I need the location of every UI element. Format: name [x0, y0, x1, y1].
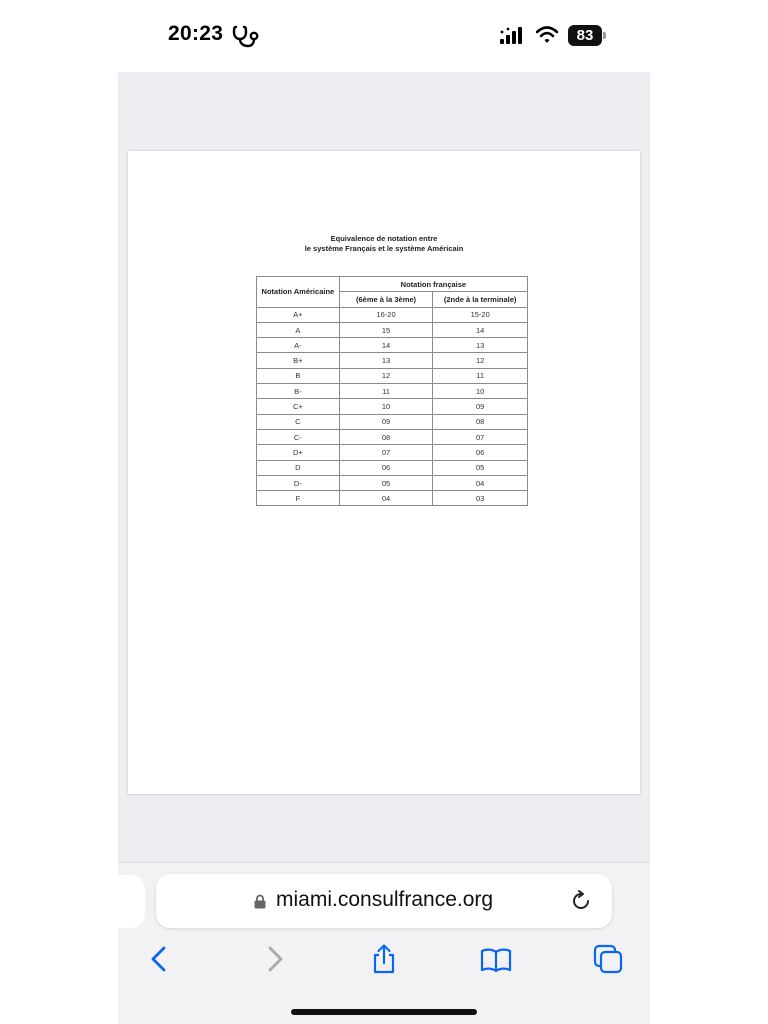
table-row [257, 475, 528, 490]
table-row [257, 307, 528, 322]
url-text[interactable]: miami.consulfrance.org [276, 888, 494, 911]
grade-rows [257, 307, 528, 506]
cell-college-grade: 10 [339, 399, 433, 414]
header-american: Notation Américaine [257, 277, 340, 308]
table-row [257, 429, 528, 444]
bookmarks-button[interactable] [480, 943, 512, 975]
table-row [257, 338, 528, 353]
status-time: 20:23 [168, 22, 224, 45]
header-french: Notation française [339, 277, 527, 292]
cell-lycee-grade: 15-20 [433, 307, 528, 322]
cell-lycee-grade: 12 [433, 353, 528, 368]
tabs-button[interactable] [592, 943, 624, 975]
cell-college-grade: 15 [339, 322, 433, 337]
cell-american-grade: A- [257, 338, 340, 353]
cell-lycee-grade: 14 [433, 322, 528, 337]
cell-lycee-grade: 05 [433, 460, 528, 475]
cell-american-grade: C- [257, 429, 340, 444]
cell-college-grade: 09 [339, 414, 433, 429]
document-page [128, 151, 640, 794]
cell-american-grade: C [257, 414, 340, 429]
table-row [257, 445, 528, 460]
cell-american-grade: D- [257, 475, 340, 490]
cell-college-grade: 06 [339, 460, 433, 475]
battery-indicator [568, 25, 606, 46]
cell-college-grade: 12 [339, 368, 433, 383]
lock-icon [254, 894, 266, 909]
document-title-line1: Equivalence de notation entre [330, 234, 438, 243]
table-row [257, 491, 528, 506]
table-row [257, 322, 528, 337]
cell-lycee-grade: 09 [433, 399, 528, 414]
cell-college-grade: 14 [339, 338, 433, 353]
cell-college-grade: 08 [339, 429, 433, 444]
document-title-line2: le système Français et le système Américain [304, 244, 464, 253]
cell-american-grade: B+ [257, 353, 340, 368]
stethoscope-icon [232, 24, 262, 48]
cell-lycee-grade: 06 [433, 445, 528, 460]
forward-button[interactable] [258, 943, 290, 975]
battery-level: 83 [576, 27, 594, 44]
table-row [257, 399, 528, 414]
grade-equivalence-table [256, 276, 528, 506]
sub-header-lycee: (2nde à la terminale) [433, 292, 528, 307]
table-row [257, 353, 528, 368]
cell-american-grade: A+ [257, 307, 340, 322]
browser-toolbar [118, 862, 650, 1024]
document-title [128, 234, 640, 254]
cell-lycee-grade: 08 [433, 414, 528, 429]
cellular-signal-icon [500, 26, 526, 46]
cell-college-grade: 11 [339, 384, 433, 399]
cell-lycee-grade: 07 [433, 429, 528, 444]
wifi-icon [536, 25, 558, 45]
address-bar[interactable] [156, 874, 612, 928]
cell-american-grade: B [257, 368, 340, 383]
share-button[interactable] [368, 943, 400, 975]
cell-lycee-grade: 11 [433, 368, 528, 383]
home-indicator[interactable] [291, 1009, 477, 1015]
cell-lycee-grade: 10 [433, 384, 528, 399]
cell-lycee-grade: 03 [433, 491, 528, 506]
cell-college-grade: 04 [339, 491, 433, 506]
table-row [257, 368, 528, 383]
table-row [257, 414, 528, 429]
cell-american-grade: F [257, 491, 340, 506]
phone-screen [118, 0, 650, 1024]
cell-lycee-grade: 13 [433, 338, 528, 353]
cell-college-grade: 16-20 [339, 307, 433, 322]
cell-american-grade: A [257, 322, 340, 337]
status-bar [118, 0, 650, 72]
back-button[interactable] [144, 943, 176, 975]
cell-american-grade: D [257, 460, 340, 475]
cell-lycee-grade: 04 [433, 475, 528, 490]
cell-college-grade: 07 [339, 445, 433, 460]
reload-icon[interactable] [570, 890, 592, 912]
cell-college-grade: 13 [339, 353, 433, 368]
cell-american-grade: C+ [257, 399, 340, 414]
cell-american-grade: B- [257, 384, 340, 399]
table-row [257, 384, 528, 399]
previous-tab-preview[interactable] [118, 875, 145, 928]
cell-college-grade: 05 [339, 475, 433, 490]
cell-american-grade: D+ [257, 445, 340, 460]
table-row [257, 460, 528, 475]
battery-cap [603, 32, 606, 39]
sub-header-college: (6ème à la 3ème) [339, 292, 433, 307]
